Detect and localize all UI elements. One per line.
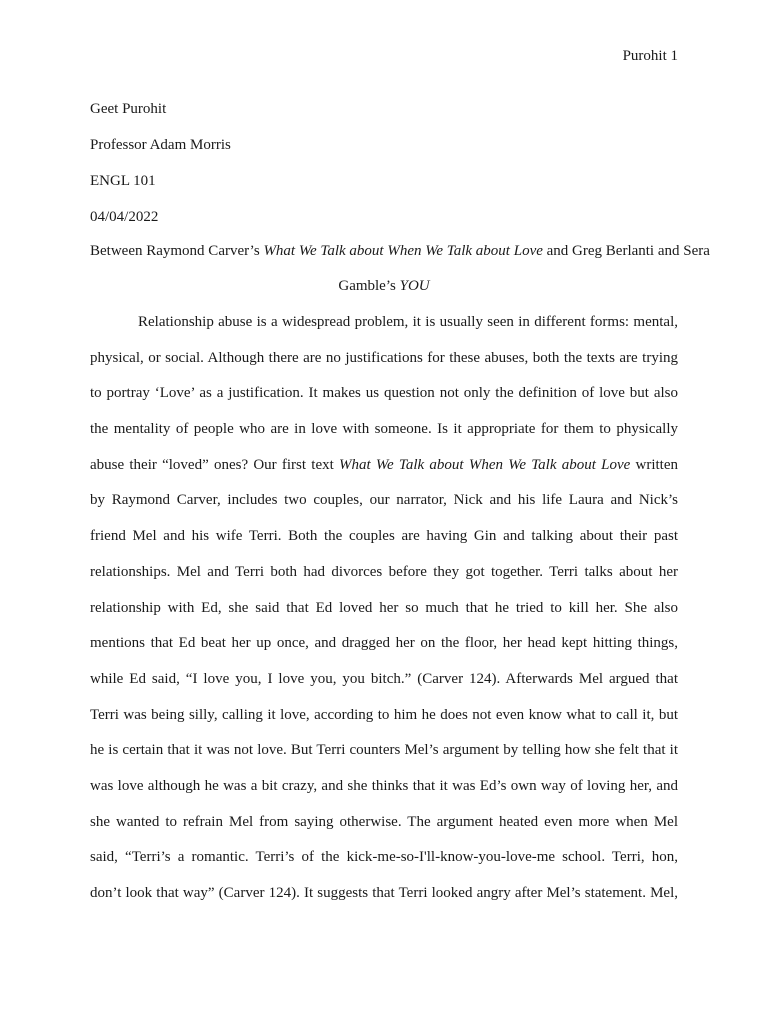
title-text: Gamble’s <box>338 278 400 294</box>
date: 04/04/2022 <box>90 209 159 225</box>
body-line: said, “Terri’s a romantic. Terri’s of the kick-me-so-I'll-know-you-love-me school. Terri, hon, <box>90 849 678 866</box>
body-line: to portray ‘Love’ as a justification. It makes us question not only the definition of love but also <box>90 385 678 402</box>
italic-work-title: What We Talk about When We Talk about Love <box>339 456 631 473</box>
body-paragraph <box>90 305 678 912</box>
title-italic-work: YOU <box>399 278 430 294</box>
body-text: abuse their “loved” ones? Our first text <box>90 456 340 473</box>
body-line: relationship with Ed, she said that Ed loved her so much that he tried to kill her. She also <box>90 599 678 616</box>
body-text: written <box>630 456 678 473</box>
body-line: friend Mel and his wife Terri. Both the couples are having Gin and talking about their past <box>90 528 678 545</box>
body-line: Terri was being silly, calling it love, according to him he does not even know what to call it, but <box>90 706 678 723</box>
paper-title <box>90 234 710 304</box>
running-head: Purohit 1 <box>622 48 678 64</box>
title-text: Between Raymond Carver’s <box>90 243 264 259</box>
body-line: while Ed said, “I love you, I love you, you bitch.” (Carver 124). Afterwards Mel argued that <box>90 670 678 687</box>
professor-name: Professor Adam Morris <box>90 137 231 153</box>
title-text: and Greg Berlanti and Sera <box>542 243 710 259</box>
body-line <box>90 448 678 484</box>
body-line: he is certain that it was not love. But Terri counters Mel’s argument by telling how she felt that it <box>90 742 678 759</box>
body-line: she wanted to refrain Mel from saying otherwise. The argument heated even more when Mel <box>90 813 678 830</box>
mla-heading <box>90 91 231 235</box>
course-name: ENGL 101 <box>90 173 156 189</box>
title-line-1 <box>90 234 710 269</box>
body-line: relationships. Mel and Terri both had divorces before they got together. Terri talks about her <box>90 563 678 580</box>
body-line: physical, or social. Although there are no justifications for these abuses, both the texts are trying <box>90 349 678 366</box>
body-line: mentions that Ed beat her up once, and dragged her on the floor, her head kept hitting things, <box>90 635 678 652</box>
body-line: Relationship abuse is a widespread problem, it is usually seen in different forms: mental, <box>138 314 678 330</box>
title-italic-work: What We Talk about When We Talk about Love <box>263 243 543 259</box>
title-line-2 <box>90 269 678 304</box>
body-line: the mentality of people who are in love with someone. Is it appropriate for them to physically <box>90 421 678 438</box>
body-line: was love although he was a bit crazy, and she thinks that it was Ed’s own way of loving her, and <box>90 777 678 794</box>
body-line: by Raymond Carver, includes two couples, our narrator, Nick and his life Laura and Nick’s <box>90 492 678 509</box>
body-line: don’t look that way” (Carver 124). It suggests that Terri looked angry after Mel’s statement. Mel, <box>90 885 678 901</box>
author-name: Geet Purohit <box>90 101 167 117</box>
